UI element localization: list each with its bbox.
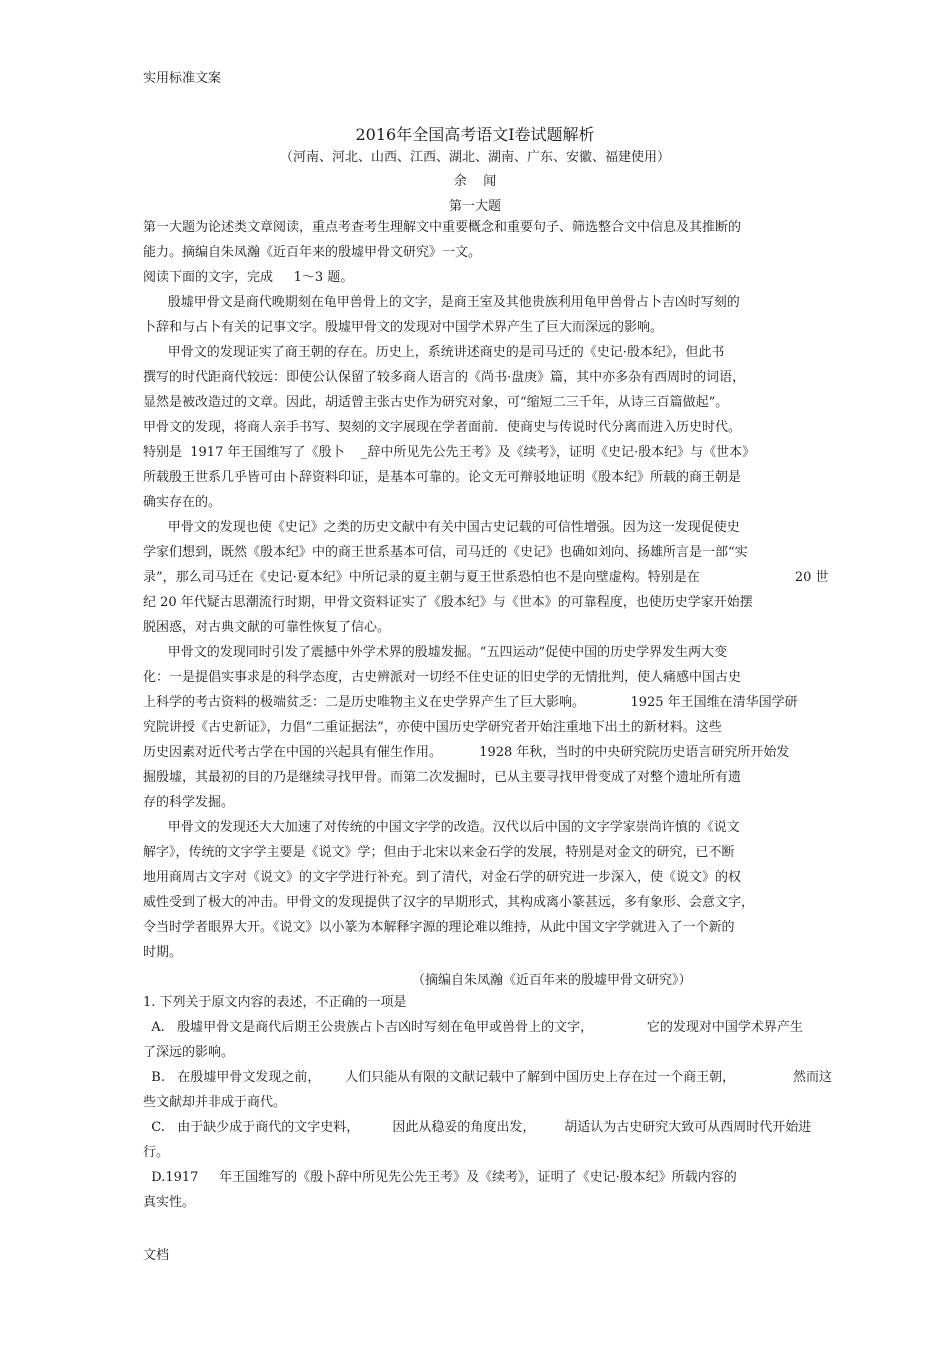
body-line: 甲骨文的发现证实了商王朝的存在。历史上，系统讲述商史的是司马迁的《史记·殷本纪》，但此书 <box>143 345 725 360</box>
document-title: 2016年全国高考语文Ⅰ卷试题解析 <box>355 125 595 144</box>
body-line: 阅读下面的文字，完成 1～3 题。 <box>143 270 354 285</box>
body-line: 显然是被改造过的文章。因此，胡适曾主张古史作为研究对象，可“缩短二三千年，从诗三百篇做起”。 <box>143 395 729 410</box>
option-line: 些文献却并非成于商代。 <box>143 1095 287 1110</box>
body-line: 撰写的时代距商代较远：即使公认保留了较多商人语言的《尚书·盘庚》篇，其中亦多杂有西周时的词语， <box>143 370 746 385</box>
body-line: 令当时学者眼界大开。《说文》以小篆为本解释字源的理论难以维持，从此中国文字学就进入了一个新的 <box>143 920 735 935</box>
body-line: 甲骨文的发现也使《史记》之类的历史文献中有关中国古史记载的可信性增强。因为这一发现促使史 <box>143 520 740 535</box>
source-citation: （摘编自朱凤瀚《近百年来的殷墟甲骨文研究》） <box>412 973 692 988</box>
body-line: 甲骨文的发现，将商人亲手书写、契刻的文字展现在学者面前．使商史与传说时代分离而进入历史时代。 <box>143 420 742 435</box>
body-line: 录”，那么司马迁在《史记·夏本纪》中所记录的夏主朝与夏王世系恐怕也不是向壁虚构。特别是在 20 世 <box>143 570 829 585</box>
body-line: 特别是 1917 年王国维写了《殷卜 _辞中所见先公先王考》及《续考》，证明《史记·殷本纪》与《世本》 <box>143 445 756 460</box>
option-line: D.1917 年王国维写的《殷卜辞中所见先公先王考》及《续考》，证明了《史记·殷本纪》所载内容的 <box>143 1170 737 1185</box>
body-line: 地用商周古文字对《说文》的文字学进行补充。到了清代，对金石学的研究进一步深入，使《说文》的权 <box>143 870 742 885</box>
body-line: 殷墟甲骨文是商代晚期刻在龟甲兽骨上的文字，是商王室及其他贵族利用龟甲兽骨占卜吉凶时写刻的 <box>143 295 740 310</box>
body-line: 学家们想到，既然《殷本纪》中的商王世系基本可信，司马迁的《史记》也确如刘向、扬雄所言是一部“实 <box>143 545 748 560</box>
body-line: 能力。摘编自朱凤瀚《近百年来的殷墟甲骨文研究》一文。 <box>143 245 482 260</box>
option-line: 真实性。 <box>143 1195 196 1210</box>
option-line: B. 在殷墟甲骨文发现之前， 人们只能从有限的文献记载中了解到中国历史上存在过一个商王朝， 然而这 <box>143 1070 832 1085</box>
body-line: 掘殷墟，其最初的目的乃是继续寻找甲骨。而第二次发掘时，已从主要寻找甲骨变成了对整个遗址所有遗 <box>143 770 742 785</box>
page-header: 实用标准文案 <box>143 71 222 86</box>
body-line: 卜辞和与占卜有关的记事文字。殷墟甲骨文的发现对中国学术界产生了巨大而深远的影响。 <box>143 320 664 335</box>
body-line: 所载殷王世系几乎皆可由卜辞资料印证，是基本可靠的。论文无可辩驳地证明《殷本纪》所载的商王朝是 <box>143 470 742 485</box>
page-footer: 文档 <box>143 1248 170 1263</box>
body-line: 究院讲授《古史新证》，力倡“二重证据法”，亦使中国历史学研究者开始注重地下出土的新材料。这些 <box>143 720 722 735</box>
body-line: 脱困惑，对古典文献的可靠性恢复了信心。 <box>143 620 391 635</box>
body-line: 上科学的考古资料的极端贫乏：二是历史唯物主义在史学界产生了巨大影响。 1925 年王国维在清华国学研 <box>143 695 798 710</box>
author-name: 余 闻 <box>453 174 497 189</box>
body-line: 历史因素对近代考古学在中国的兴起具有催生作用。 1928 年秋，当时的中央研究院历史语言研究所开始发 <box>143 745 790 760</box>
option-line: 了深远的影响。 <box>143 1045 235 1060</box>
document-subtitle: （河南、河北、山西、江西、湖北、湖南、广东、安徽、福建使用） <box>279 150 670 165</box>
body-line: 解字》，传统的文字学主要是《说文》学；但由于北宋以来金石学的发展，特别是对金文的研究，已不断 <box>143 845 735 860</box>
body-line: 存的科学发掘。 <box>143 795 235 810</box>
body-line: 确实存在的。 <box>143 495 222 510</box>
option-line: 行。 <box>143 1145 170 1160</box>
option-line: A. 殷墟甲骨文是商代后期王公贵族占卜吉凶时写刻在龟甲或兽骨上的文字， 它的发现对中国学术界产生 <box>143 1020 803 1035</box>
section-heading: 第一大题 <box>448 199 501 214</box>
body-line: 纪 20 年代疑古思潮流行时期，甲骨文资料证实了《殷本纪》与《世本》的可靠程度，也使历史学家开始摆 <box>143 595 753 610</box>
body-line: 甲骨文的发现同时引发了震撼中外学术界的殷墟发掘。“五四运动”促使中国的历史学界发生两大变 <box>143 645 728 660</box>
body-line: 时期。 <box>143 945 183 960</box>
body-line: 第一大题为论述类文章阅读，重点考查考生理解文中重要概念和重要句子、筛选整合文中信息及其推断的 <box>143 220 742 235</box>
option-line: C. 由于缺少成于商代的文字史料， 因此从稳妥的角度出发， 胡适认为古史研究大致可从西周时代开始进 <box>143 1120 812 1135</box>
question-stem: 1. 下列关于原文内容的表述，不正确的一项是 <box>143 995 407 1010</box>
body-line: 化：一是提倡实事求是的科学态度，古史辨派对一切经不住史证的旧史学的无情批判，使人痛感中国古史 <box>143 670 742 685</box>
body-line: 甲骨文的发现还大大加速了对传统的中国文字学的改造。汉代以后中国的文字学家崇尚许慎的《说文 <box>143 820 740 835</box>
body-line: 威性受到了极大的冲击。甲骨文的发现提供了汉字的早期形式，其构成离小篆甚远，多有象形、会意文字， <box>143 895 755 910</box>
